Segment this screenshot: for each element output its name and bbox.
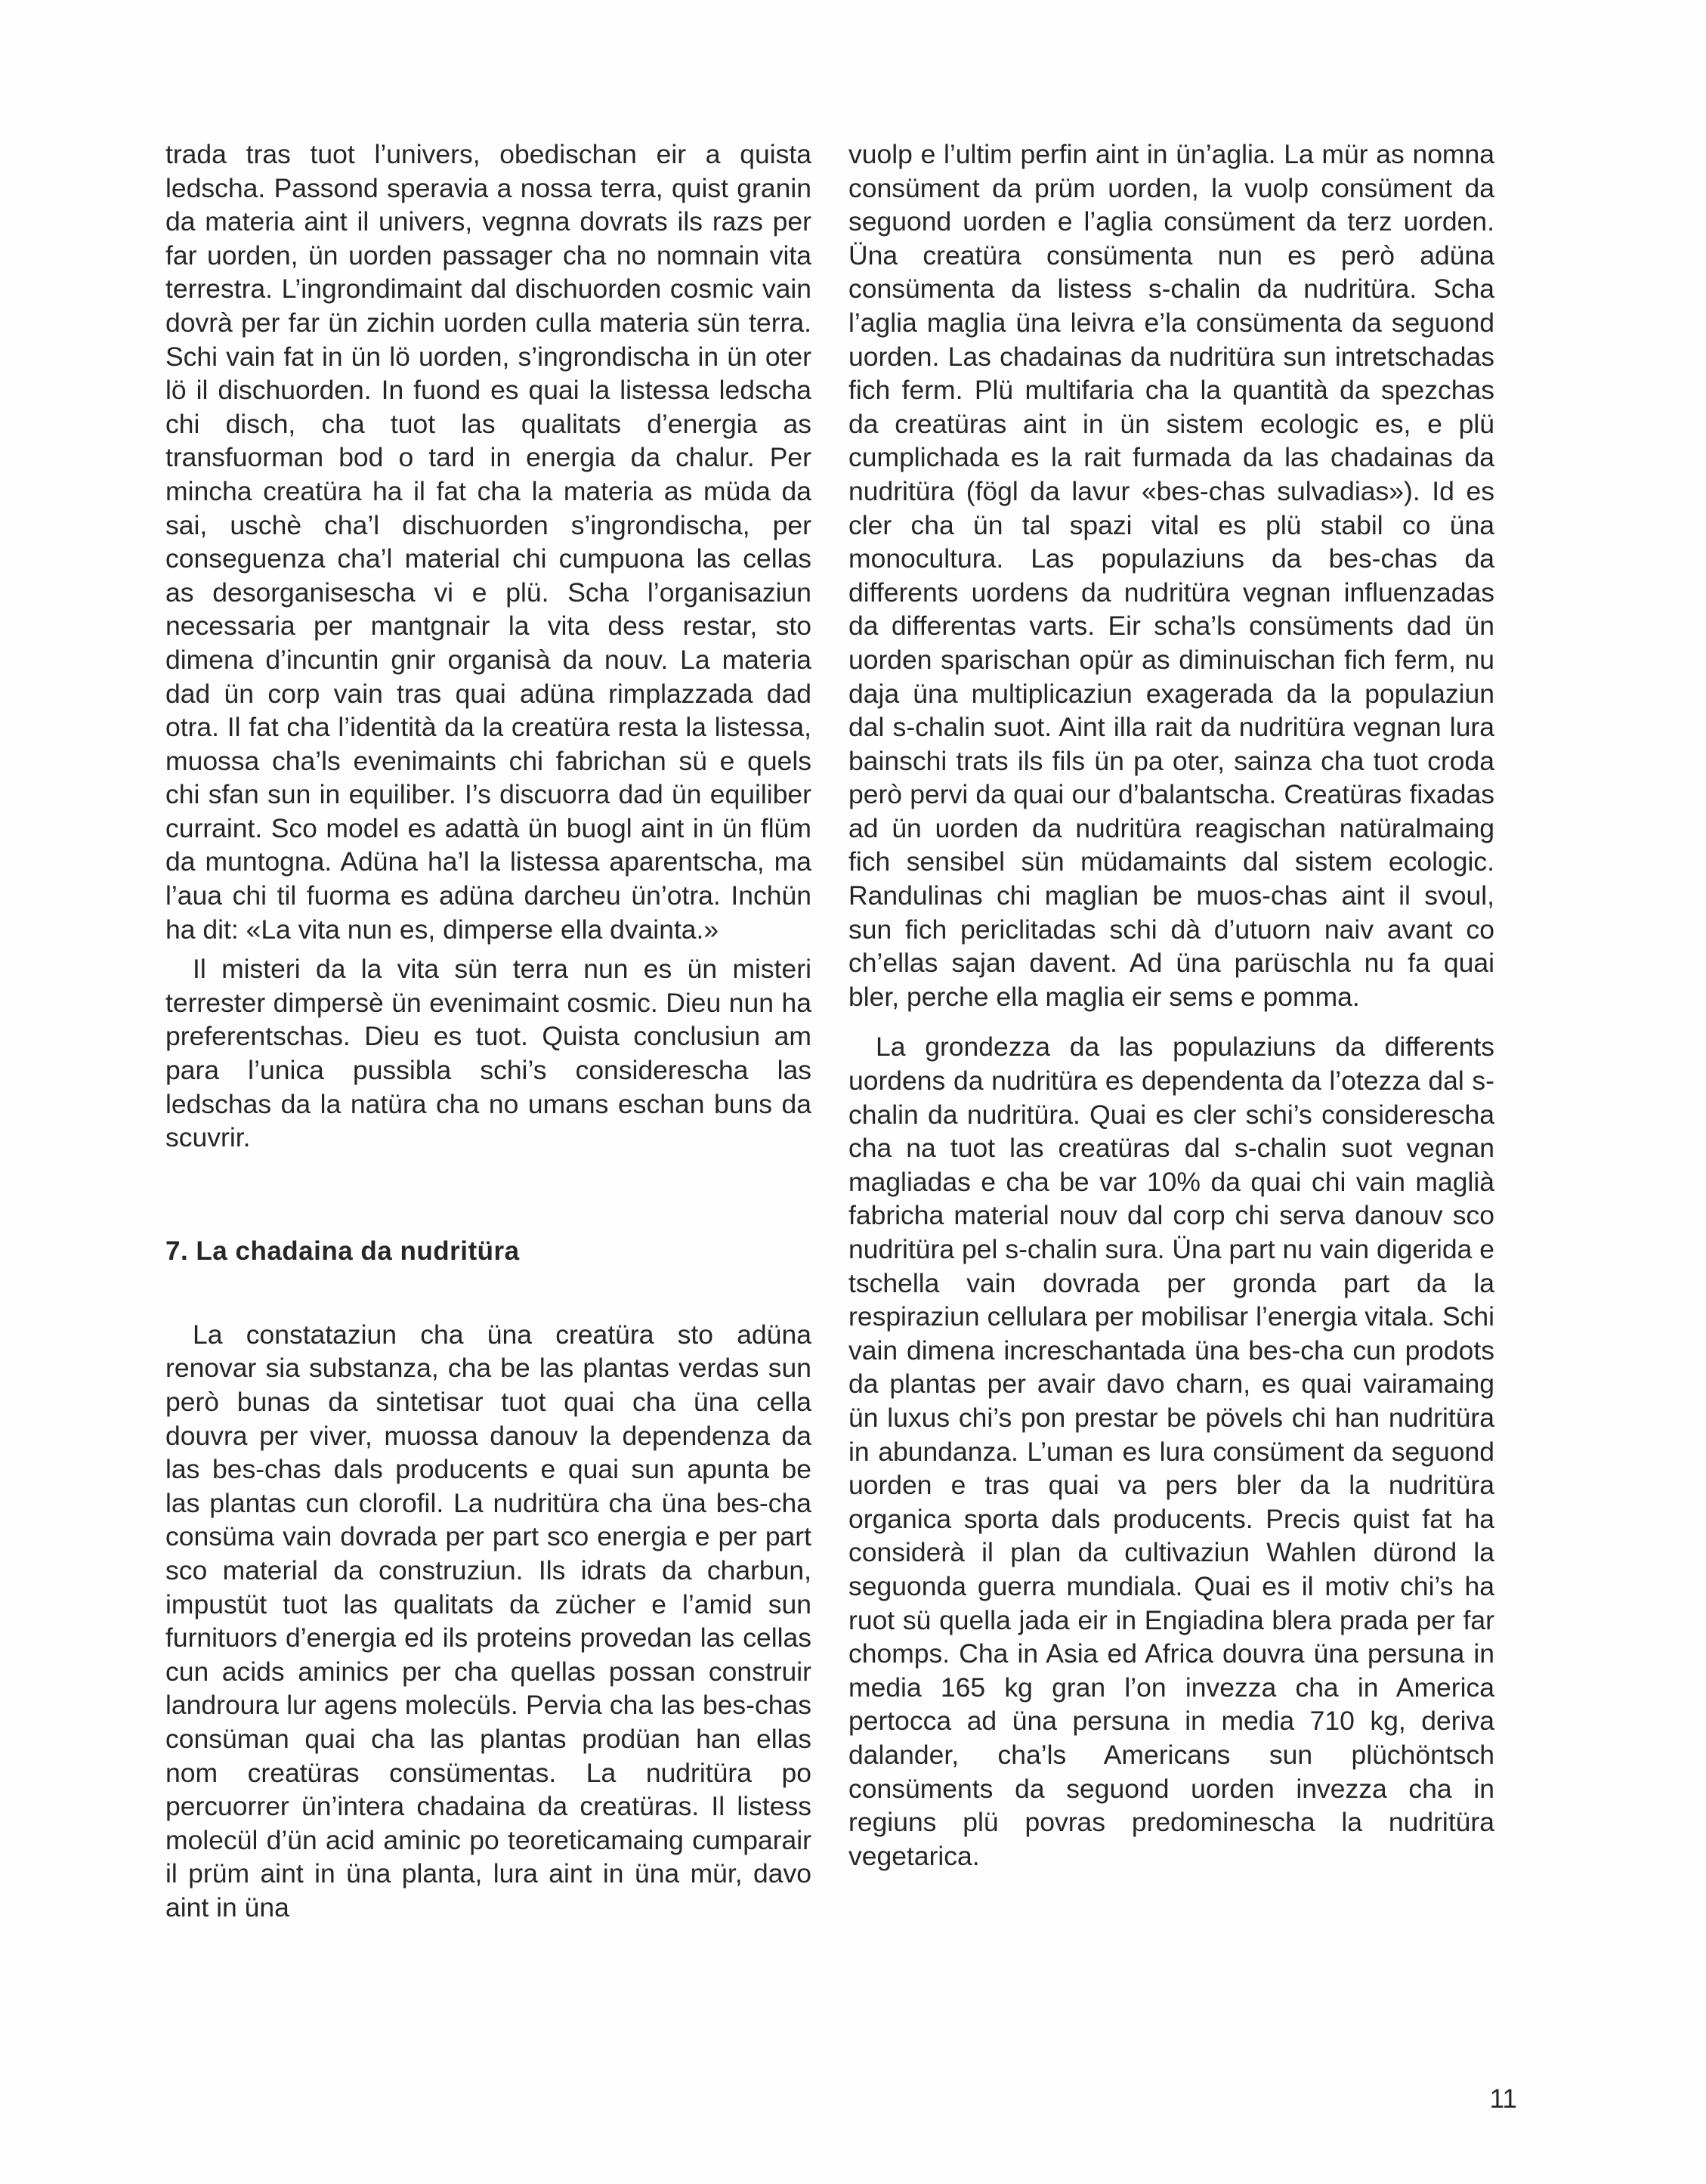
paragraph: La constataziun cha üna creatüra sto adüna renovar sia substanza, cha be las plantas verdas sun però bunas da sintetisar tuot quai cha üna cella douvra per viver, muossa danouv la dependenza da las bes-chas dals producents e quai sun apunta be las plantas cun clorofil. La nudritüra cha üna bes-cha consüma vain dovrada per part sco energia e per part sco material da construziun. Ils idrats da charbun, impustüt tuot las qualitats da zücher e l’amid sun furnituors d’energia ed ils proteins provedan las cellas cun acids aminics per cha quellas possan construir landroura lur agens molecüls. Pervia cha las bes-chas consüman quai cha las plantas prodüan han ellas nom creatüras consümentas. La nudritüra po percuorrer ün’intera chadaina da creatüras. Il listess molecül d’ün acid aminic po teoreticamaing cumparair il prüm aint in üna planta, lura aint in üna mür, davo aint in üna bbox=[165, 1319, 811, 1923]
paragraph: vuolp e l’ultim perfin aint in ün’aglia. La mür as nomna consüment da prüm uorden, la vuolp consüment da seguond uorden e l’aglia consüment da terz uorden. Üna creatüra consümenta nun es però adüna consümenta da listess s-chalin da nudritüra. Scha l’aglia maglia üna leivra e’la consümenta da seguond uorden. Las chadainas da nudritüra sun intretschadas fich ferm. Plü multifaria cha la quantità da spezchas da creatüras aint in ün sistem ecologic es, e plü cumplichada es la rait furmada da las chadainas da nudritüra (fögl da lavur «bes-chas sulvadias»). Id es cler cha ün tal spazi vital es plü stabil co üna monocultura. Las populaziuns da bes-chas da differents uordens da nudritüra vegnan influenzadas da differentas varts. Eir scha’ls consüments dad ün uorden sparischan opür as diminuischan fich ferm, nu daja üna multiplicaziun exagerada da la populaziun dal s-chalin suot. Aint illa rait da nudritüra vegnan lura bainschi trats ils fils ün pa oter, sainza cha tuot croda però pervi da quai our d’balantscha. Creatüras fixadas ad ün uorden da nudritüra reagischan natüralmaing fich sensibel sün müdamaints dal sistem ecologic. Randulinas chi maglian be muos-chas aint il svoul, sun fich periclitadas schi dà d’utuorn naiv avant co ch’ellas sajan davent. Ad üna parüschla nu fa quai bler, perche ella maglia eir sems e pomma. bbox=[848, 139, 1494, 1012]
left-column bbox=[165, 138, 811, 1925]
right-column bbox=[848, 138, 1494, 1873]
paragraph: La grondezza da las populaziuns da differents uordens da nudritüra es dependenta da l’otezza dal s-chalin da nudritüra. Quai es cler schi’s considerescha cha na tuot las creatüras dal s-chalin suot vegnan magliadas e cha be var 10% da quai chi vain maglià fabricha material nouv dal corp chi serva danouv sco nudritüra pel s-chalin sura. Üna part nu vain digerida e tschella vain dovrada per gronda part da la respiraziun cellulara per mobilisar l’energia vitala. Schi vain dimena increschantada üna bes-cha cun prodots da plantas per avair davo charn, es quai vairamaing ün luxus chi’s pon prestar be pövels chi han nudritüra in abundanza. L’uman es lura consüment da seguond uorden e tras quai va pers bler da la nudritüra organica sporta dals producents. Precis quist fat ha considerà il plan da cultivaziun Wahlen dürond la seguonda guerra mundiala. Quai es il motiv chi’s ha ruot sü quella jada eir in Engiadina blera prada per far chomps. Cha in Asia ed Africa douvra üna persuna in media 165 kg gran l’on invezza cha in America pertocca ad üna persuna in media 710 kg, deriva dalander, cha’ls Americans sun plüchöntsch consüments da seguond uorden invezza cha in regiuns plü povras predominescha la nudritüra vegetarica. bbox=[848, 1032, 1494, 1871]
paragraph: Il misteri da la vita sün terra nun es ün misteri terrester dimpersè ün evenimaint cosmic. Dieu nun ha preferentschas. Dieu es tuot. Quista conclusiun am para l’unica pussibla schi’s considerescha las ledschas da la natüra cha no umans eschan buns da scuvrir. bbox=[165, 954, 811, 1153]
paragraph: trada tras tuot l’univers, obedischan eir a quista ledscha. Passond speravia a nossa terra, quist granin da materia aint il univers, vegnna dovrats ils razs per far uorden, ün uorden passager cha no nomnain vita terrestra. L’ingrondimaint dal dischuorden cosmic vain dovrà per far ün zichin uorden culla materia sün terra. Schi vain fat in ün lö uorden, s’ingrondischa in ün oter lö il dischuorden. In fuond es quai la listessa ledscha chi disch, cha tuot las qualitats d’energia as transfuorman bod o tard in energia da chalur. Per mincha creatüra ha il fat cha la materia as müda da sai, uschè cha’l dischuorden s’ingrondischa, per conseguenza cha’l material chi cumpuona las cellas as desorganisescha vi e plü. Scha l’organisaziun necessaria per mantgnair la vita dess restar, sto dimena d’incuntin gnir organisà da nouv. La materia dad ün corp vain tras quai adüna rimplazzada dad otra. Il fat cha l’identità da la creatüra resta la listessa, muossa cha’ls evenimaints chi fabrichan sü e quels chi sfan sun in equiliber. I’s discuorra dad ün equiliber curraint. Sco model es adattà ün buogl aint in ün flüm da muntogna. Adüna ha’l la listessa aparentscha, ma l’aua chi til fuorma es adüna darcheu ün’otra. Inchün ha dit: «La vita nun es, dimperse ella dvainta.» bbox=[165, 139, 811, 945]
section-heading: 7. La chadaina da nudritüra bbox=[165, 1236, 520, 1266]
page-number: 11 bbox=[1489, 2084, 1517, 2114]
